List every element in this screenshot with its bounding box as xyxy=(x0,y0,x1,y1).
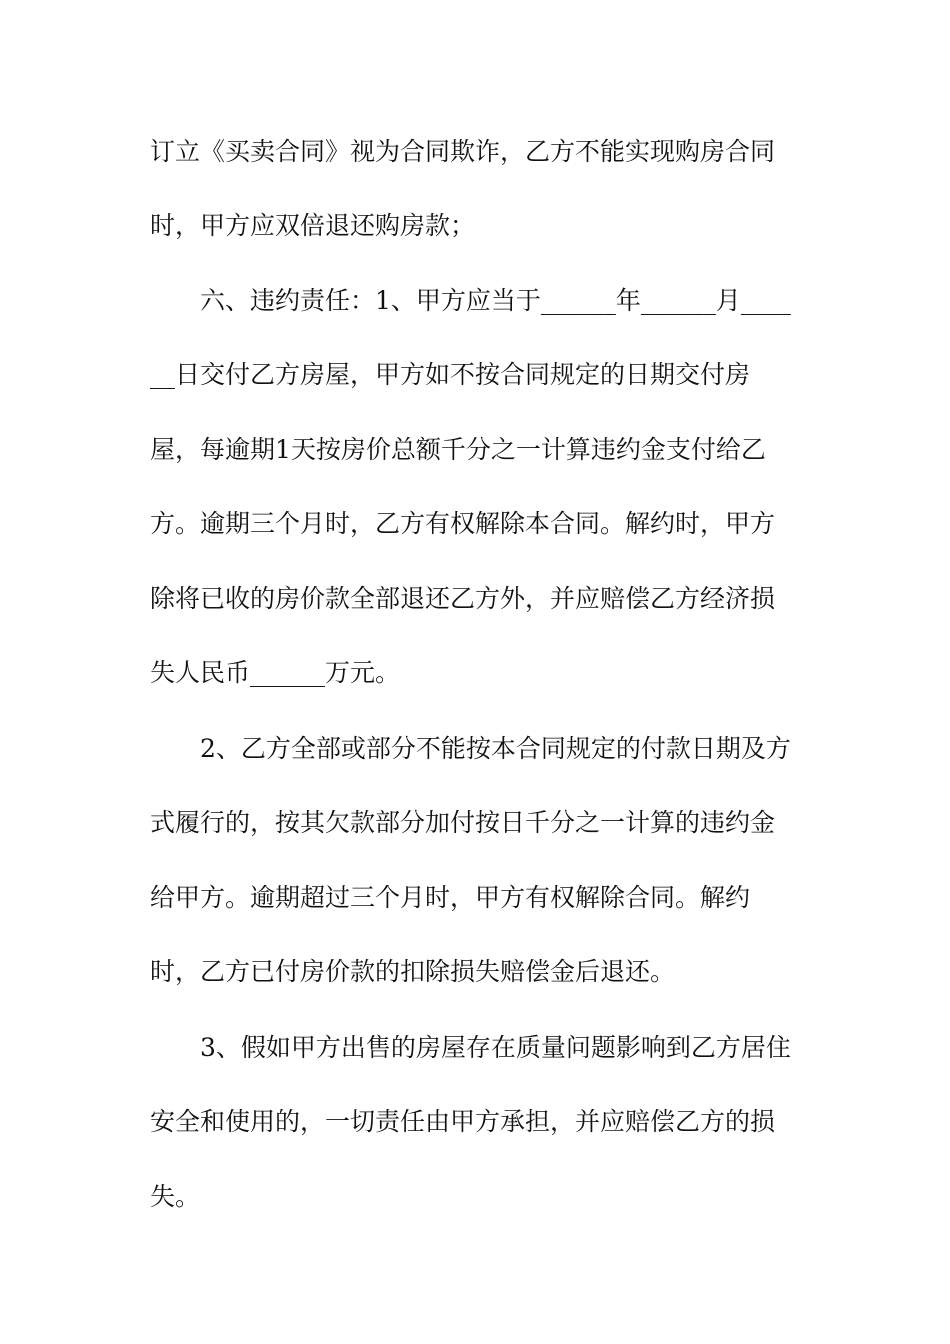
text-line: 式履行的，按其欠款部分加付按日千分之一计算的违约金 xyxy=(150,808,776,837)
paragraph-six-start: 六、违约责任：1、甲方应当于______年______月____ xyxy=(200,286,791,315)
paragraph-two-start: 2、乙方全部或部分不能按本合同规定的付款日期及方 xyxy=(200,734,791,763)
text-line: 方。逾期三个月时，乙方有权解除本合同。解约时，甲方 xyxy=(150,509,776,538)
text-line: 订立《买卖合同》视为合同欺诈，乙方不能实现购房合同 xyxy=(150,137,776,166)
text-line: 安全和使用的，一切责任由甲方承担，并应赔偿乙方的损 xyxy=(150,1107,776,1136)
text-line: 给甲方。逾期超过三个月时，甲方有权解除合同。解约 xyxy=(150,883,751,912)
text-line: 失。 xyxy=(150,1182,201,1211)
paragraph-three-start: 3、假如甲方出售的房屋存在质量问题影响到乙方居住 xyxy=(200,1033,791,1062)
text-line: 失人民币______万元。 xyxy=(150,658,401,687)
text-line: 除将已收的房价款全部退还乙方外，并应赔偿乙方经济损 xyxy=(150,584,776,613)
text-line: 时，甲方应双倍退还购房款； xyxy=(150,211,476,240)
text-line: __日交付乙方房屋，甲方如不按合同规定的日期交付房 xyxy=(150,360,751,389)
text-line: 屋，每逾期1天按房价总额千分之一计算违约金支付给乙 xyxy=(150,435,766,464)
text-line: 时，乙方已付房价款的扣除损失赔偿金后退还。 xyxy=(150,957,676,986)
